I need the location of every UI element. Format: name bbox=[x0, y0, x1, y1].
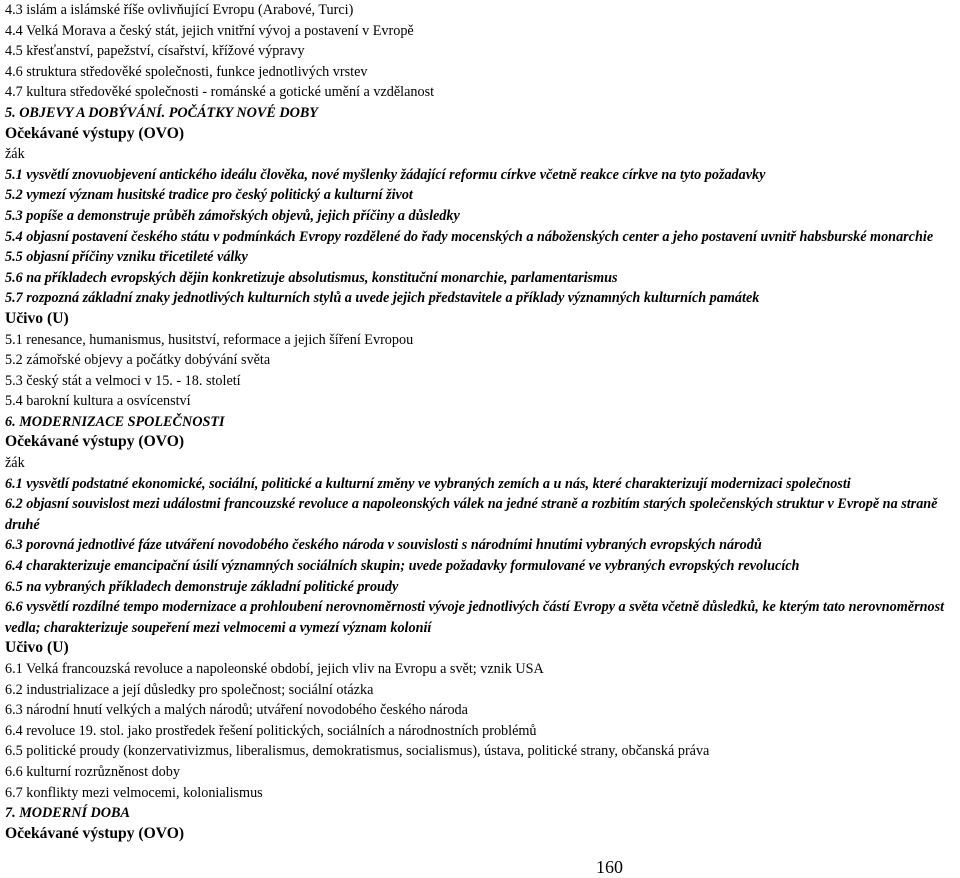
section-heading-6: 6. MODERNIZACE SPOLEČNOSTI bbox=[5, 413, 225, 430]
curriculum-heading: Učivo (U) bbox=[5, 639, 69, 657]
document-page bbox=[5, 0, 955, 844]
outcomes-heading: Očekávané výstupy (OVO) bbox=[5, 433, 185, 451]
outcome-line: 5.7 rozpozná základní znaky jednotlivých kulturních stylů a uvede jejich představitele a příklady významných kulturních památek bbox=[5, 290, 760, 307]
outcome-line: 6.3 porovná jednotlivé fáze utváření novodobého českého národa v souvislosti s národními hnutími vybraných evropských národů bbox=[5, 537, 762, 554]
text-line: 4.7 kultura středověké společnosti - románské a gotické umění a vzdělanost bbox=[5, 84, 435, 101]
curriculum-heading: Učivo (U) bbox=[5, 309, 69, 327]
text-line: 4.3 islám a islámské říše ovlivňující Evropu (Arabové, Turci) bbox=[5, 2, 354, 18]
outcome-line: 5.6 na příkladech evropských dějin konkretizuje absolutismus, konstituční monarchie, parlamentarismus bbox=[5, 269, 618, 286]
curriculum-line: 6.7 konflikty mezi velmocemi, kolonialismus bbox=[5, 784, 263, 801]
text-line: 4.5 křesťanství, papežství, císařství, křížové výpravy bbox=[5, 43, 305, 60]
curriculum-line: 5.1 renesance, humanismus, husitství, reformace a jejich šíření Evropou bbox=[5, 331, 414, 348]
outcomes-heading: Očekávané výstupy (OVO) bbox=[5, 124, 185, 142]
page-number: 160 bbox=[596, 857, 623, 877]
curriculum-line: 5.3 český stát a velmoci v 15. - 18. století bbox=[5, 372, 241, 389]
outcome-line: 5.3 popíše a demonstruje průběh zámořských objevů, jejich příčiny a důsledky bbox=[5, 207, 460, 224]
section-heading-5: 5. OBJEVY A DOBÝVÁNÍ. POČÁTKY NOVÉ DOBY bbox=[5, 104, 318, 121]
pupil-label: žák bbox=[5, 455, 25, 472]
curriculum-line: 5.4 barokní kultura a osvícenství bbox=[5, 393, 191, 410]
outcome-line: 5.4 objasní postavení českého státu v podmínkách Evropy rozdělené do řady mocenských a náboženských center a jeho postavení uvnitř habsburské monarchie bbox=[5, 228, 934, 245]
pupil-label: žák bbox=[5, 146, 25, 163]
curriculum-line: 6.5 politické proudy (konzervativizmus, liberalismus, demokratismus, socialismus), ústava, politické strany, občanská práva bbox=[5, 743, 710, 760]
outcomes-heading: Očekávané výstupy (OVO) bbox=[5, 824, 185, 842]
curriculum-line: 5.2 zámořské objevy a počátky dobývání světa bbox=[5, 352, 271, 369]
outcome-line: 5.1 vysvětlí znovuobjevení antického ideálu člověka, nové myšlenky žádající reformu církve včetně reakce církve na tyto požadavky bbox=[5, 166, 766, 183]
outcome-line: 6.5 na vybraných příkladech demonstruje základní politické proudy bbox=[5, 578, 399, 595]
curriculum-line: 6.3 národní hnutí velkých a malých národů; utváření novodobého českého národa bbox=[5, 702, 468, 719]
outcome-line: 6.2 objasní souvislost mezi událostmi francouzské revoluce a napoleonských válek na jedné straně a rozbitím starých společenských struktur v Evropě na straně druhé bbox=[5, 496, 938, 533]
section-heading-7: 7. MODERNÍ DOBA bbox=[5, 805, 130, 822]
curriculum-line: 6.6 kulturní rozrůzněnost doby bbox=[5, 763, 180, 780]
outcome-line: 6.4 charakterizuje emancipační úsilí významných sociálních skupin; uvede požadavky formulované ve vybraných evropských revolucích bbox=[5, 558, 800, 575]
curriculum-line: 6.2 industrializace a její důsledky pro společnost; sociální otázka bbox=[5, 681, 374, 698]
curriculum-line: 6.4 revoluce 19. stol. jako prostředek řešení politických, sociálních a národnostních problémů bbox=[5, 722, 537, 739]
outcome-line: 5.2 vymezí význam husitské tradice pro český politický a kulturní život bbox=[5, 187, 413, 204]
curriculum-line: 6.1 Velká francouzská revoluce a napoleonské období, jejich vliv na Evropu a svět; vznik USA bbox=[5, 661, 544, 677]
outcome-line: 6.1 vysvětlí podstatné ekonomické, sociální, politické a kulturní změny ve vybraných zemích a u nás, které charakterizují modernizaci společnosti bbox=[5, 475, 851, 492]
text-line: 4.4 Velká Morava a český stát, jejich vnitřní vývoj a postavení v Evropě bbox=[5, 22, 414, 39]
outcome-line: 5.5 objasní příčiny vzniku třicetileté války bbox=[5, 249, 248, 266]
text-line: 4.6 struktura středověké společnosti, funkce jednotlivých vrstev bbox=[5, 63, 368, 80]
outcome-line: 6.6 vysvětlí rozdílné tempo modernizace a prohloubení nerovnoměrnosti vývoje jednotlivých částí Evropy a světa včetně důsledků, ke kterým tato nerovnoměrnost vedla; charakterizuje soupeření mezi velmocemi a vymezí význam kolonií bbox=[5, 599, 945, 636]
